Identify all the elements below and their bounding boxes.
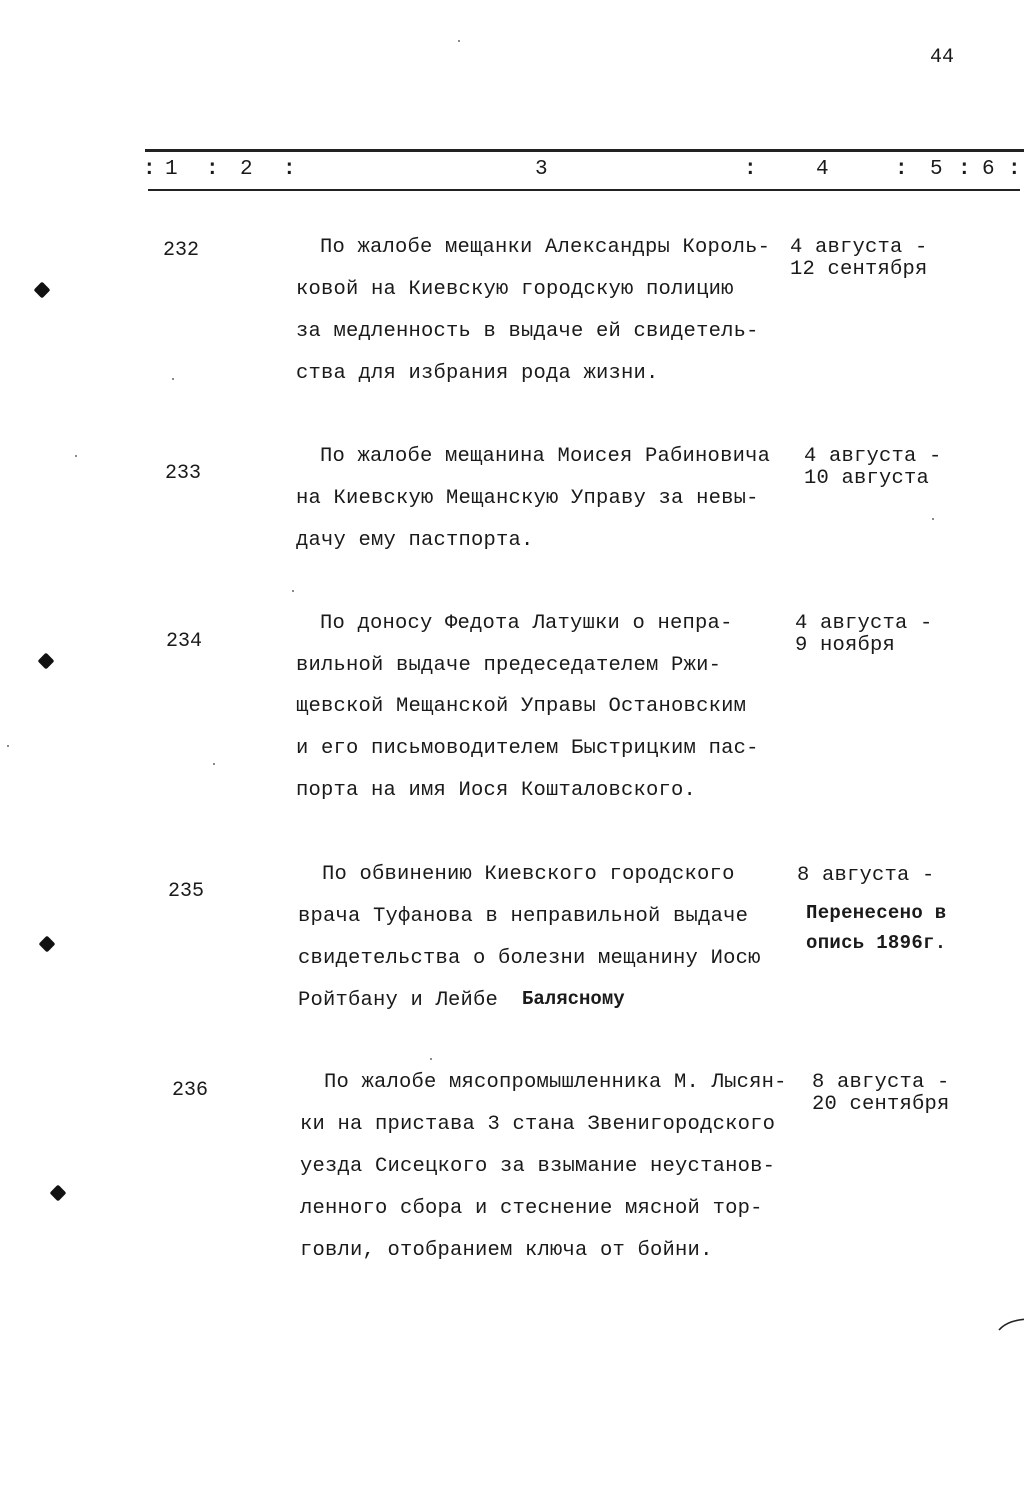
- scan-speck: [430, 1058, 432, 1060]
- entry-text-line: говли, отобранием ключа от бойни.: [300, 1239, 713, 1262]
- header-separator: :: [744, 158, 757, 181]
- scan-speck: [932, 518, 934, 520]
- entry-text-line: на Киевскую Мещанскую Управу за невы-: [296, 487, 759, 510]
- entry-text-line: дачу ему пастпорта.: [296, 529, 534, 552]
- scan-speck: [7, 745, 9, 747]
- scan-speck: [213, 763, 215, 765]
- entry-text-line: ства для избрания рода жизни.: [296, 362, 659, 385]
- entry-date-end: 20 сентября: [812, 1093, 950, 1116]
- entry-number: 232: [163, 239, 200, 262]
- entry-text-line: Ройтбану и Лейбе: [298, 989, 499, 1012]
- entry-text-line: порта на имя Иося Кошталовского.: [296, 779, 697, 802]
- transfer-stamp-line: Перенесено в: [806, 902, 947, 924]
- page-number: 44: [930, 46, 955, 69]
- binding-hole-mark: [39, 936, 56, 953]
- entry-date-start: 4 августа -: [804, 445, 942, 468]
- entry-date-start: 8 августа -: [797, 864, 935, 887]
- scan-speck: [75, 455, 77, 457]
- entry-text-line: По жалобе мясопромышленника М. Лысян-: [324, 1071, 787, 1094]
- scan-speck: [458, 40, 460, 42]
- entry-date-start: 4 августа -: [790, 236, 928, 259]
- entry-number: 233: [165, 462, 202, 485]
- entry-number: 235: [168, 880, 205, 903]
- header-separator: :: [895, 158, 908, 181]
- header-top-rule: [145, 149, 1024, 152]
- entry-text-line: По жалобе мещанки Александры Король-: [320, 236, 771, 259]
- header-col-5: 5: [930, 158, 943, 181]
- entry-text-line: ковой на Киевскую городскую полицию: [296, 278, 734, 301]
- transfer-stamp-line: опись 1896г.: [806, 932, 947, 954]
- header-col-2: 2: [240, 158, 253, 181]
- header-separator: :: [958, 158, 971, 181]
- entry-text-line: врача Туфанова в неправильной выдаче: [298, 905, 749, 928]
- binding-hole-mark: [38, 653, 55, 670]
- header-separator: :: [1008, 158, 1021, 181]
- entry-date-end: 12 сентября: [790, 258, 928, 281]
- scan-speck: [172, 378, 174, 380]
- entry-number: 236: [172, 1079, 209, 1102]
- entry-number: 234: [166, 630, 203, 653]
- binding-hole-mark: [50, 1185, 67, 1202]
- entry-date-end: 10 августа: [804, 467, 930, 490]
- scan-speck: [292, 590, 294, 592]
- entry-date-start: 4 августа -: [795, 612, 933, 635]
- header-col-4: 4: [816, 158, 829, 181]
- header-col-3: 3: [535, 158, 548, 181]
- entry-text-line: вильной выдаче предеседателем Ржи-: [296, 654, 722, 677]
- pen-stroke-mark: [998, 1318, 1024, 1332]
- binding-hole-mark: [34, 282, 51, 299]
- header-bottom-rule: [148, 189, 1020, 191]
- header-col-6: 6: [982, 158, 995, 181]
- entry-text-line: и его письмоводителем Быстрицким пас-: [296, 737, 759, 760]
- entry-text-line: уезда Сисецкого за взымание неустанов-: [300, 1155, 776, 1178]
- entry-text-line: за медленность в выдаче ей свидетель-: [296, 320, 759, 343]
- entry-text-line: По жалобе мещанина Моисея Рабиновича: [320, 445, 771, 468]
- entry-date-end: 9 ноября: [795, 634, 896, 657]
- entry-text-line: ки на пристава 3 стана Звенигородского: [300, 1113, 776, 1136]
- stamped-surname: Балясному: [522, 988, 625, 1010]
- entry-text-line: щевской Мещанской Управы Остановским: [296, 695, 747, 718]
- header-col-1: 1: [165, 158, 178, 181]
- entry-date-start: 8 августа -: [812, 1071, 950, 1094]
- header-separator: :: [143, 158, 156, 181]
- entry-text-line: По доносу Федота Латушки о непра-: [320, 612, 733, 635]
- entry-text-line: ленного сбора и стеснение мясной тор-: [300, 1197, 763, 1220]
- header-separator: :: [206, 158, 219, 181]
- header-separator: :: [283, 158, 296, 181]
- entry-text-line: свидетельства о болезни мещанину Иосю: [298, 947, 761, 970]
- entry-text-line: По обвинению Киевского городского: [322, 863, 735, 886]
